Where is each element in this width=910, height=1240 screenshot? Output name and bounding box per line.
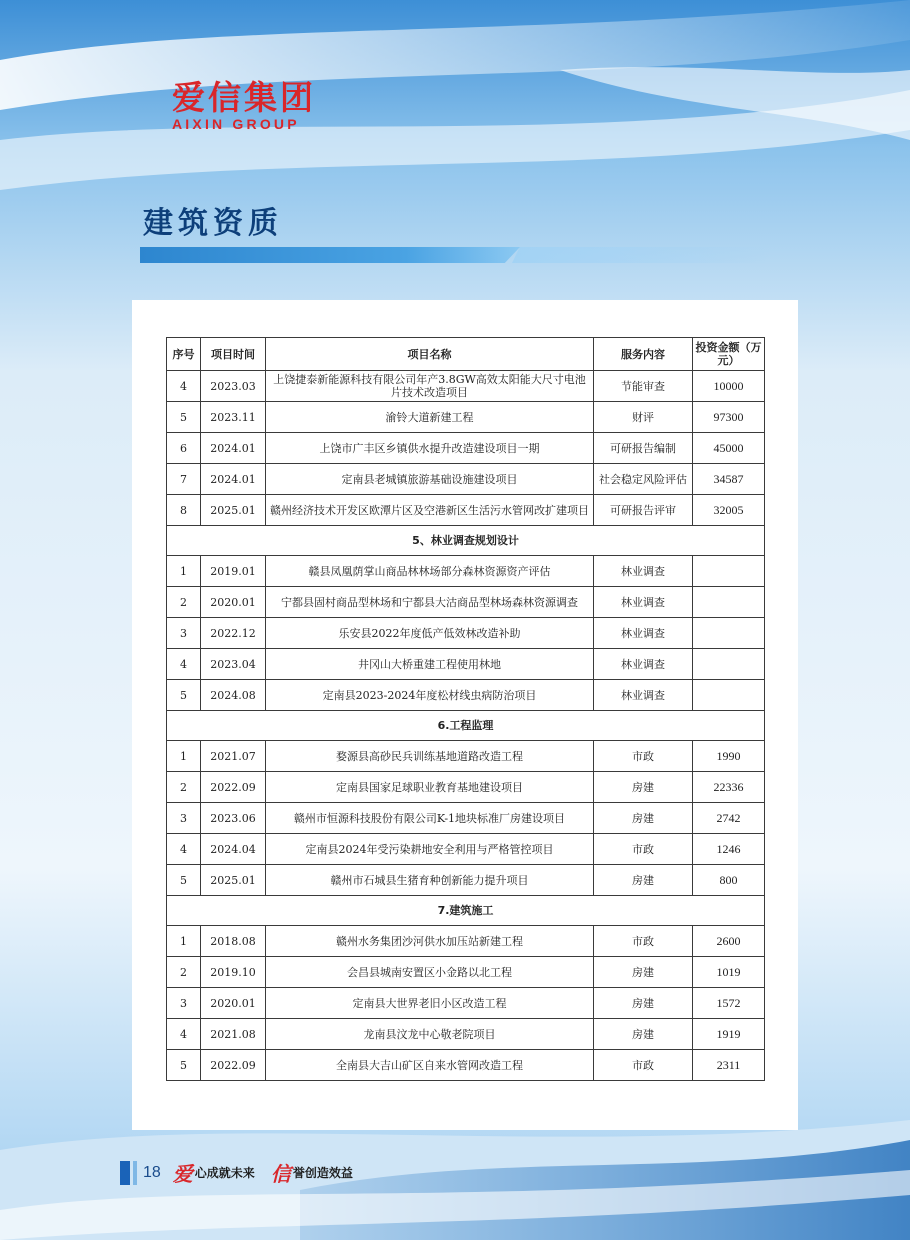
section-row <box>167 896 765 926</box>
header-name: 项目名称 <box>266 338 594 371</box>
cell-service: 节能审查 <box>594 371 693 402</box>
cell-amount: 1019 <box>693 957 765 988</box>
cell-amount <box>693 556 765 587</box>
cell-amount: 22336 <box>693 772 765 803</box>
cell-amount: 10000 <box>693 371 765 402</box>
table-row <box>167 649 765 680</box>
cell-time: 2023.04 <box>201 649 266 680</box>
cell-name: 定南县2024年受污染耕地安全利用与严格管控项目 <box>266 834 594 865</box>
cell-service: 林业调查 <box>594 680 693 711</box>
cell-service: 房建 <box>594 957 693 988</box>
cell-amount: 32005 <box>693 495 765 526</box>
header-amount: 投资金额（万元） <box>693 338 765 371</box>
cell-no: 1 <box>167 741 201 772</box>
title-underline-fade <box>512 247 772 263</box>
cell-no: 8 <box>167 495 201 526</box>
cell-name: 赣州市恒源科技股份有限公司K-1地块标准厂房建设项目 <box>266 803 594 834</box>
cell-amount: 800 <box>693 865 765 896</box>
section-heading: 7.建筑施工 <box>167 896 765 926</box>
cell-name: 乐安县2022年度低产低效林改造补助 <box>266 618 594 649</box>
cell-amount <box>693 649 765 680</box>
table-row <box>167 587 765 618</box>
cell-amount <box>693 680 765 711</box>
table-row <box>167 1019 765 1050</box>
cell-time: 2021.08 <box>201 1019 266 1050</box>
table-header-row <box>167 338 765 371</box>
cell-time: 2023.06 <box>201 803 266 834</box>
cell-name: 定南县国家足球职业教育基地建设项目 <box>266 772 594 803</box>
cell-no: 2 <box>167 587 201 618</box>
cell-name: 龙南县汶龙中心敬老院项目 <box>266 1019 594 1050</box>
header-no: 序号 <box>167 338 201 371</box>
cell-amount: 1246 <box>693 834 765 865</box>
cell-service: 林业调查 <box>594 618 693 649</box>
table-row <box>167 464 765 495</box>
cell-time: 2024.08 <box>201 680 266 711</box>
cell-name: 赣县凤凰荫掌山商品林林场部分森林资源资产评估 <box>266 556 594 587</box>
cell-name: 会昌县城南安置区小金路以北工程 <box>266 957 594 988</box>
cell-time: 2024.04 <box>201 834 266 865</box>
table-row <box>167 741 765 772</box>
table-row <box>167 1050 765 1081</box>
cell-time: 2025.01 <box>201 495 266 526</box>
cell-amount: 97300 <box>693 402 765 433</box>
cell-time: 2020.01 <box>201 988 266 1019</box>
table-row <box>167 680 765 711</box>
cell-amount: 1990 <box>693 741 765 772</box>
cell-no: 3 <box>167 803 201 834</box>
cell-amount: 45000 <box>693 433 765 464</box>
header-time: 项目时间 <box>201 338 266 371</box>
cell-service: 市政 <box>594 834 693 865</box>
slogan-2-initial: 信 <box>270 1162 291 1186</box>
cell-name: 宁都县固村商品型林场和宁都县大沽商品型林场森林资源调查 <box>266 587 594 618</box>
company-logo <box>172 80 316 132</box>
cell-name: 赣州经济技术开发区欧潭片区及空港新区生活污水管网改扩建项目 <box>266 495 594 526</box>
cell-time: 2019.01 <box>201 556 266 587</box>
cell-no: 4 <box>167 371 201 402</box>
section-row <box>167 526 765 556</box>
cell-name: 定南县大世界老旧小区改造工程 <box>266 988 594 1019</box>
page-footer <box>120 1158 353 1187</box>
cell-name: 定南县老城镇旅游基础设施建设项目 <box>266 464 594 495</box>
cell-time: 2020.01 <box>201 587 266 618</box>
cell-no: 4 <box>167 649 201 680</box>
cell-no: 2 <box>167 957 201 988</box>
cell-name: 上饶市广丰区乡镇供水提升改造建设项目一期 <box>266 433 594 464</box>
footer-slogan <box>173 1158 353 1187</box>
footer-bar-light <box>133 1161 137 1185</box>
cell-time: 2021.07 <box>201 741 266 772</box>
cell-amount <box>693 587 765 618</box>
cell-service: 房建 <box>594 988 693 1019</box>
cell-time: 2022.09 <box>201 1050 266 1081</box>
logo-english: AIXIN GROUP <box>172 116 300 132</box>
cell-no: 7 <box>167 464 201 495</box>
cell-time: 2024.01 <box>201 464 266 495</box>
cell-name: 赣州市石城县生猪育种创新能力提升项目 <box>266 865 594 896</box>
cell-amount: 2311 <box>693 1050 765 1081</box>
cell-service: 财评 <box>594 402 693 433</box>
cell-name: 赣州水务集团沙河供水加压站新建工程 <box>266 926 594 957</box>
table-row <box>167 618 765 649</box>
cell-service: 林业调查 <box>594 587 693 618</box>
cell-name: 定南县2023-2024年度松材线虫病防治项目 <box>266 680 594 711</box>
table-row <box>167 402 765 433</box>
cell-service: 市政 <box>594 741 693 772</box>
cell-name: 全南县大吉山矿区自来水管网改造工程 <box>266 1050 594 1081</box>
cell-no: 5 <box>167 402 201 433</box>
cell-amount: 34587 <box>693 464 765 495</box>
slogan-1-initial: 爱 <box>172 1162 193 1186</box>
cell-service: 林业调查 <box>594 556 693 587</box>
section-title: 建筑资质 <box>143 206 283 241</box>
cell-no: 2 <box>167 772 201 803</box>
cell-amount: 2742 <box>693 803 765 834</box>
cell-time: 2018.08 <box>201 926 266 957</box>
cell-name: 井冈山大桥重建工程使用林地 <box>266 649 594 680</box>
cell-no: 1 <box>167 556 201 587</box>
cell-time: 2025.01 <box>201 865 266 896</box>
cell-service: 可研报告编制 <box>594 433 693 464</box>
cell-no: 6 <box>167 433 201 464</box>
logo-chinese: 爱信集团 <box>172 78 316 117</box>
section-heading: 5、林业调查规划设计 <box>167 526 765 556</box>
table-body <box>167 371 765 1081</box>
table-row <box>167 371 765 402</box>
cell-time: 2019.10 <box>201 957 266 988</box>
cell-service: 市政 <box>594 926 693 957</box>
cell-no: 5 <box>167 865 201 896</box>
cell-no: 5 <box>167 680 201 711</box>
header-service: 服务内容 <box>594 338 693 371</box>
title-underline-bar <box>140 247 520 263</box>
table-row <box>167 433 765 464</box>
cell-time: 2022.09 <box>201 772 266 803</box>
table-row <box>167 495 765 526</box>
table-row <box>167 957 765 988</box>
cell-no: 4 <box>167 1019 201 1050</box>
table-row <box>167 772 765 803</box>
cell-time: 2024.01 <box>201 433 266 464</box>
cell-no: 3 <box>167 988 201 1019</box>
cell-no: 5 <box>167 1050 201 1081</box>
cell-service: 可研报告评审 <box>594 495 693 526</box>
cell-no: 4 <box>167 834 201 865</box>
cell-no: 3 <box>167 618 201 649</box>
cell-service: 房建 <box>594 865 693 896</box>
cell-amount <box>693 618 765 649</box>
cell-amount: 1572 <box>693 988 765 1019</box>
cell-no: 1 <box>167 926 201 957</box>
cell-amount: 1919 <box>693 1019 765 1050</box>
table-row <box>167 926 765 957</box>
slogan-2-text: 誉创造效益 <box>292 1166 353 1180</box>
table-row <box>167 988 765 1019</box>
cell-service: 房建 <box>594 1019 693 1050</box>
cell-time: 2023.11 <box>201 402 266 433</box>
table-row <box>167 865 765 896</box>
slogan-1-text: 心成就未来 <box>194 1166 255 1180</box>
cell-service: 市政 <box>594 1050 693 1081</box>
cell-time: 2023.03 <box>201 371 266 402</box>
cell-time: 2022.12 <box>201 618 266 649</box>
page-number: 18 <box>143 1163 161 1181</box>
cell-name: 渝铃大道新建工程 <box>266 402 594 433</box>
cell-name: 上饶捷泰新能源科技有限公司年产3.8GW高效太阳能大尺寸电池片技术改造项目 <box>266 371 594 402</box>
project-table <box>166 337 765 1081</box>
section-row <box>167 711 765 741</box>
table-row <box>167 556 765 587</box>
cell-service: 房建 <box>594 772 693 803</box>
table-row <box>167 834 765 865</box>
cell-service: 林业调查 <box>594 649 693 680</box>
cell-amount: 2600 <box>693 926 765 957</box>
cell-name: 婺源县高砂民兵训练基地道路改造工程 <box>266 741 594 772</box>
table-row <box>167 803 765 834</box>
section-heading: 6.工程监理 <box>167 711 765 741</box>
footer-bar <box>120 1161 130 1185</box>
cell-service: 社会稳定风险评估 <box>594 464 693 495</box>
cell-service: 房建 <box>594 803 693 834</box>
